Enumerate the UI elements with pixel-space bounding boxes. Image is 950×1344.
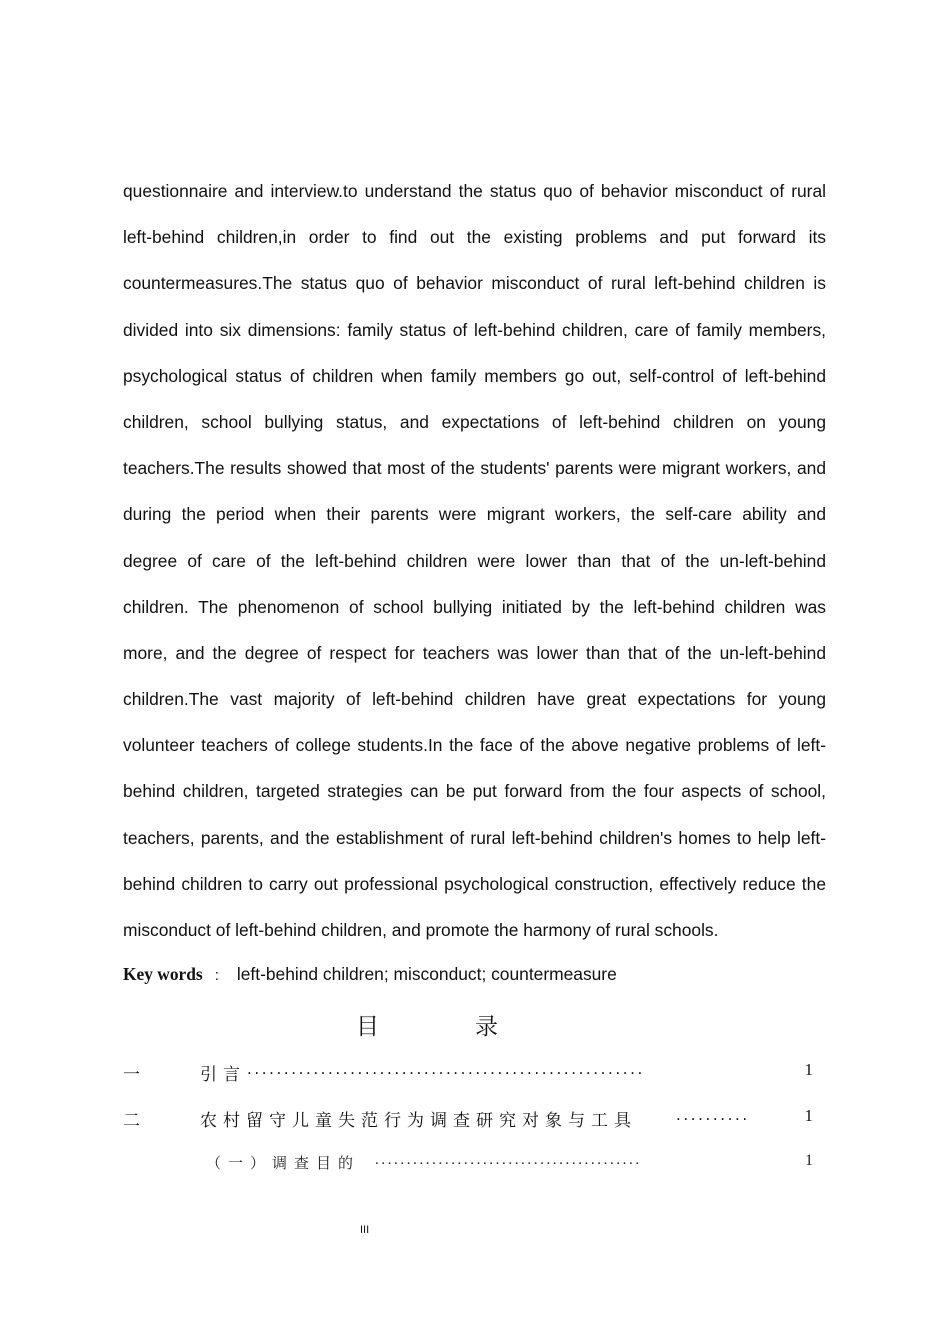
abstract-line: volunteer teachers of college students.In the face of the above negative problems of left- [123,735,826,756]
toc-entry[interactable] [123,1106,813,1136]
toc-leader-dots: .......... [676,1106,750,1124]
abstract-line: children, school bullying status, and expectations of left-behind children on young [123,411,826,432]
keywords-label: Key words [123,964,203,984]
toc-entry[interactable] [123,1060,813,1090]
toc-entry-number: 二 [123,1111,140,1131]
page-number: III [360,1224,370,1236]
abstract-line: teachers.The results showed that most of the students' parents were migrant workers, and [123,458,826,479]
abstract-line: countermeasures.The status quo of behavior misconduct of rural left-behind children is [123,273,826,294]
abstract-line: behind children to carry out professional psychological construction, effectively reduce the [123,873,826,894]
abstract-line: divided into six dimensions: family status of left-behind children, care of family members, [123,319,826,340]
abstract-line: during the period when their parents were migrant workers, the self-care ability and [123,504,826,525]
keywords-line [123,964,617,985]
abstract-line: misconduct of left-behind children, and promote the harmony of rural schools. [123,920,719,940]
toc-entry-title[interactable]: （一）调查目的 [206,1154,361,1172]
abstract-line: psychological status of children when family members go out, self-control of left-behind [123,365,826,386]
toc-leader-dots: .......................................... [375,1152,642,1168]
abstract-body [123,168,826,953]
toc-entry-title[interactable]: 农村留守儿童失范行为调查研究对象与工具 [200,1111,637,1131]
abstract-line: teachers, parents, and the establishment of rural left-behind children's homes to help left- [123,827,826,848]
toc-leader-dots: ...................................................... [247,1060,645,1078]
keywords-colon: : [214,967,219,984]
abstract-line: degree of care of the left-behind children were lower than that of the un-left-behind [123,550,826,571]
abstract-line: left-behind children,in order to find out the existing problems and put forward its [123,227,826,248]
toc-entry-title[interactable]: 引言 [200,1065,246,1085]
abstract-line: children.The vast majority of left-behind children have great expectations for young [123,689,826,710]
toc-entry-page: 1 [804,1106,813,1125]
toc-entry-number: 一 [123,1065,140,1085]
abstract-line: behind children, targeted strategies can be put forward from the four aspects of school, [123,781,826,802]
toc-title: 目录 [356,1014,594,1040]
abstract-line: children. The phenomenon of school bullying initiated by the left-behind children was [123,596,826,617]
toc-entry[interactable] [123,1152,813,1182]
abstract-line: questionnaire and interview.to understand the status quo of behavior misconduct of rural [123,181,826,201]
keywords-text: left-behind children; misconduct; countermeasure [236,964,617,984]
toc-entry-page: 1 [805,1152,813,1169]
toc-entry-page: 1 [804,1060,813,1079]
abstract-line: more, and the degree of respect for teachers was lower than that of the un-left-behind [123,642,826,663]
